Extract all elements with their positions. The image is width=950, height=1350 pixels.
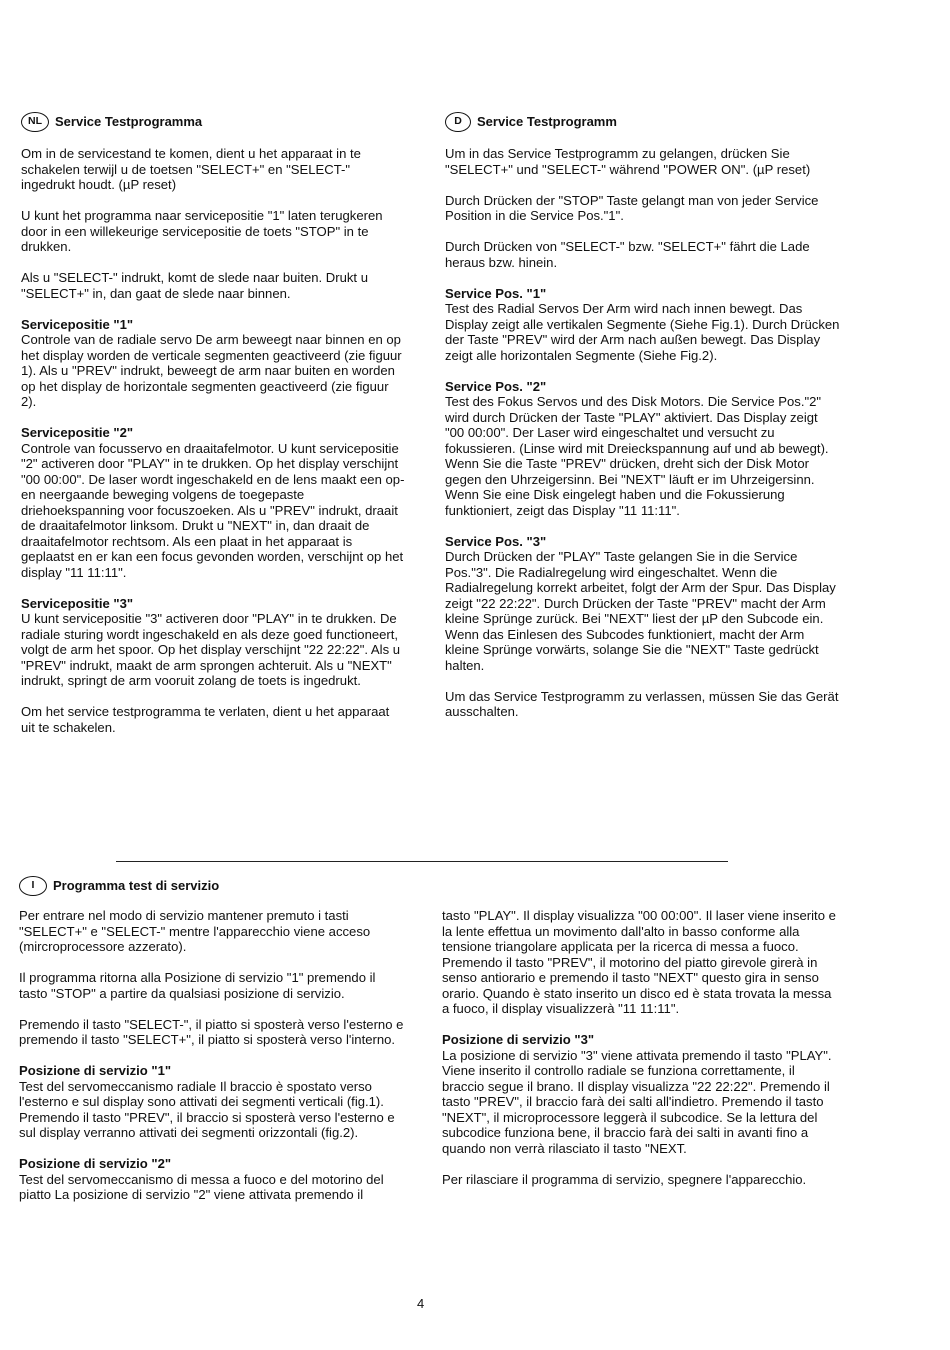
german-pos1-title: Service Pos. "1" <box>445 285 547 301</box>
german-pos3-text: Durch Drücken der "PLAY" Taste gelangen Sie in die Service Pos."3". Die Radialregelung wird eingeschaltet. Wenn die Radialregelung korrekt arbeitet, folgt der Arm der Spur. Das Display zeigt "22 22:22". Durch Drücken der Taste "PREV" macht der Arm kleine Sprünge zurück. Bei "NEXT" liest der µP den Subcode ein. Wenn das Einlesen des Subcodes funktioniert, macht der Arm kleine Sprünge vorwärts, solange Sie die "NEXT" Taste gedrückt halten. <box>445 549 836 673</box>
german-pos2 <box>445 379 840 519</box>
german-pos3-title: Service Pos. "3" <box>445 533 547 549</box>
dutch-title: Service Testprogramma <box>55 114 203 130</box>
italian-pos1 <box>19 1063 404 1141</box>
italian-heading <box>19 876 219 896</box>
dutch-pos3 <box>21 596 406 689</box>
i-language-badge: I <box>19 876 47 896</box>
german-heading <box>445 112 840 132</box>
german-outro: Um das Service Testprogramm zu verlassen, müssen Sie das Gerät ausschalten. <box>445 688 839 719</box>
italian-section-left <box>19 908 404 1218</box>
italian-pos3-title: Posizione di servizio "3" <box>442 1032 595 1047</box>
italian-section-right <box>442 908 837 1203</box>
german-pos2-text: Test des Fokus Servos und des Disk Motors. Die Service Pos."2" wird durch Drücken der Taste "PLAY" aktiviert. Das Display zeigt "00 00:00". Der Laser wird eingeschaltet und versucht zu fokussieren. (Linse wird mit Dreieckspannung auf und ab bewegt). Wenn Sie die Taste "PREV" drücken, dreht sich der Disk Motor gegen den Uhrzeigersinn. Bei "NEXT" läuft er im Uhrzeigersinn. Wenn Sie eine Disk eingelegt haben und die Fokussierung funktioniert, zeigt das Display "11 11:11". <box>445 394 829 518</box>
nl-language-badge: NL <box>21 112 49 132</box>
german-paragraph-3: Durch Drücken von "SELECT-" bzw. "SELECT+" fährt die Lade heraus bzw. hinein. <box>445 239 810 270</box>
section-divider <box>116 861 728 862</box>
german-pos2-title: Service Pos. "2" <box>445 378 547 394</box>
german-pos3 <box>445 534 840 674</box>
german-intro: Um in das Service Testprogramm zu gelangen, drücken Sie "SELECT+" und "SELECT-" während "POWER ON". (µP reset) <box>445 146 811 177</box>
dutch-pos3-text: U kunt servicepositie "3" activeren door "PLAY" in te drukken. De radiale sturing wordt ingeschakeld en als deze goed functioneert, volgt de arm het spoor. Op het display verschijnt "22 22:22". Als u "PREV" indrukt, maakt de arm sprongen achteruit. Als u "NEXT" indrukt, springt de arm vooruit zolang de toets is ingedrukt. <box>21 611 401 688</box>
dutch-outro: Om het service testprogramma te verlaten, dient u het apparaat uit te schakelen. <box>21 704 390 735</box>
italian-title: Programma test di servizio <box>53 878 220 894</box>
dutch-pos2-title: Servicepositie "2" <box>21 425 134 440</box>
dutch-intro: Om in de servicestand te komen, dient u het apparaat in te schakelen terwijl u de toetsen "SELECT+" en "SELECT-" ingedrukt houdt. (µP reset) <box>21 146 361 192</box>
page-number: 4 <box>417 1296 425 1311</box>
italian-pos1-text: Test del servomeccanismo radiale Il braccio è spostato verso l'esterno e sul display sono attivati dei segmenti verticali (fig.1). Premendo il tasto "PREV", il braccio si sposterà verso l'esterno e sul display verranno attivati dei segmenti orizzontali (fig.2). <box>19 1078 395 1140</box>
dutch-pos2 <box>21 425 406 580</box>
german-pos1 <box>445 286 840 364</box>
italian-pos3 <box>442 1032 837 1156</box>
italian-intro: Per entrare nel modo di servizio mantener premuto i tasti "SELECT+" e "SELECT-" mentre l'apparecchio viene acceso (mircroprocessore azzerato). <box>19 908 371 954</box>
dutch-pos2-text: Controle van focusservo en draaitafelmotor. U kunt servicepositie "2" activeren door "PLAY" in te drukken. Op het display verschijnt "00 00:00". De laser wordt ingeschakeld en de lens maakt een op- en neergaande beweging volgens de toegepaste driehoekspanning voor focuszoeken. Als u "PREV" indrukt, draait de draaitafelmotor linksom. Drukt u "NEXT" in, dan draait de draaitafelmotor rechtsom. Als een plaat in het apparaat is geplaatst en er kan een focus gevonden worden, verschijnt op het display "11 11:11". <box>21 440 405 580</box>
italian-paragraph-3: Premendo il tasto "SELECT-", il piatto si sposterà verso l'esterno e premendo il tasto "SELECT+", il piatto si sposterà verso l'interno. <box>19 1016 404 1047</box>
italian-paragraph-2: Il programma ritorna alla Posizione di servizio "1" premendo il tasto "STOP" a partire da qualsiasi posizione di servizio. <box>19 970 376 1001</box>
dutch-pos3-title: Servicepositie "3" <box>21 595 134 611</box>
italian-outro: Per rilasciare il programma di servizio, spegnere l'apparecchio. <box>442 1171 807 1187</box>
dutch-pos1-title: Servicepositie "1" <box>21 316 134 332</box>
dutch-pos1-text: Controle van de radiale servo De arm beweegt naar binnen en op het display worden de verticale segmenten geactiveerd (zie figuur 1). Als u "PREV" indrukt, beweegt de arm naar buiten en worden op het display de horizontale segmenten geactiveerd (zie figuur 2). <box>21 332 402 409</box>
italian-pos3-text: La posizione di servizio "3" viene attivata premendo il tasto "PLAY". Viene inserito il controllo radiale se funziona correttamente, il braccio segue il brano. Il display visualizza "22 22:22". Premendo il tasto "PREV", il braccio farà dei salti all'indietro. Premendo il tasto "NEXT", il microprocessore leggerà il subcodice. Se la lettura del subcodice funziona bene, il braccio farà dei salti in avanti fino a quando non verrà rilasciato il tasto "NEXT. <box>442 1047 832 1156</box>
italian-pos2-text-a: Test del servomeccanismo di messa a fuoco e del motorino del piatto La posizione di servizio "2" viene attivata premendo il <box>19 1171 384 1202</box>
italian-pos2 <box>19 1156 404 1203</box>
dutch-section <box>21 112 406 751</box>
italian-pos2-title: Posizione di servizio "2" <box>19 1156 172 1171</box>
dutch-heading <box>21 112 406 132</box>
german-pos1-text: Test des Radial Servos Der Arm wird nach innen bewegt. Das Display zeigt alle vertikalen Segmente (Siehe Fig.1). Durch Drücken der Taste "PREV" wird der Arm nach außen bewegt. Das Display zeigt alle horizontalen Segmente (Siehe Fig.2). <box>445 301 840 363</box>
german-title: Service Testprogramm <box>477 114 617 130</box>
dutch-paragraph-3: Als u "SELECT-" indrukt, komt de slede naar buiten. Drukt u "SELECT+" in, dan gaat de slede naar binnen. <box>21 270 368 301</box>
german-section <box>445 112 840 735</box>
dutch-pos1 <box>21 317 406 410</box>
italian-pos1-title: Posizione di servizio "1" <box>19 1063 172 1078</box>
italian-pos2-text-b: tasto "PLAY". Il display visualizza "00 00:00". Il laser viene inserito e la lente effettua un movimento dall'alto in basso conforme alla tensione triangolare applicata per la ricerca di messa a fuoco. Premendo il tasto "PREV", il motorino del piatto girevole girerà in senso antiorario e premendo il tasto "NEXT" questo gira in senso orario. Quando è stato inserito un disco ed è stata trovata la messa a fuoco, il display visualizzerà "11 11:11". <box>442 908 836 1016</box>
d-language-badge: D <box>445 112 471 132</box>
german-paragraph-2: Durch Drücken der "STOP" Taste gelangt man von jeder Service Position in die Service Pos."1". <box>445 192 819 223</box>
dutch-paragraph-2: U kunt het programma naar servicepositie "1" laten terugkeren door in een willekeurige servicepositie de toets "STOP" in te drukken. <box>21 208 383 254</box>
